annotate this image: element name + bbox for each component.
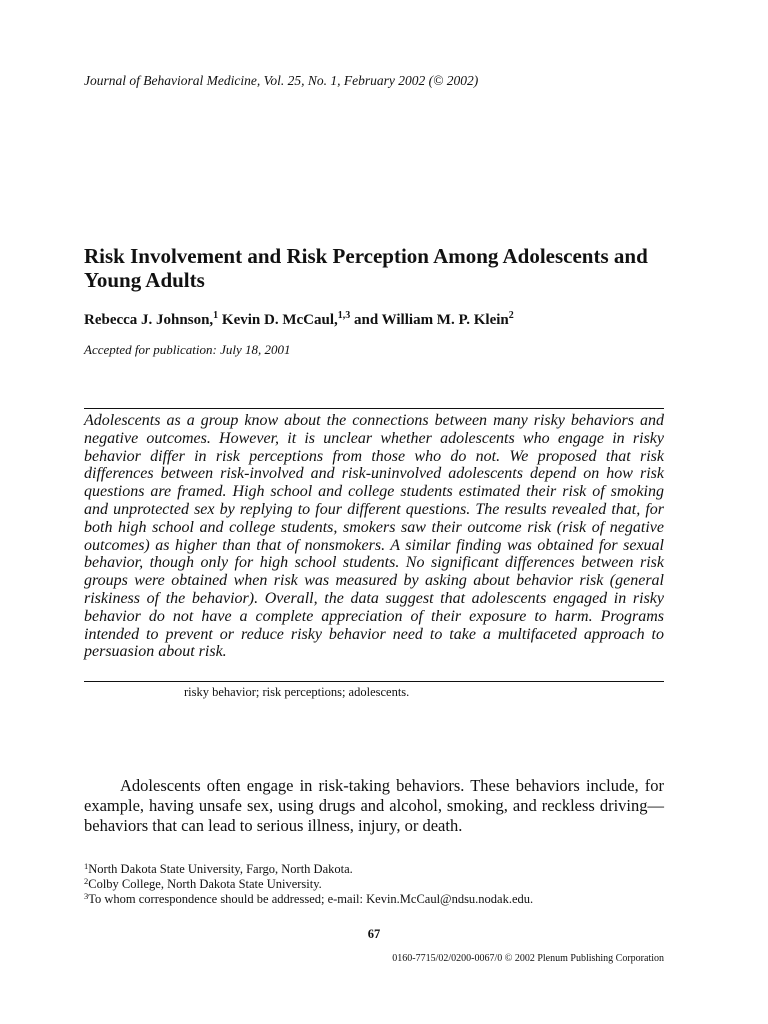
- footnote: [84, 877, 664, 892]
- author-affiliation-mark: 1,3: [337, 310, 351, 321]
- footnote-mark: 1: [84, 861, 89, 871]
- author-list: [84, 312, 514, 329]
- author-name: Kevin D. McCaul,: [221, 312, 338, 328]
- author-name: Rebecca J. Johnson,: [84, 312, 214, 328]
- abstract-text: Adolescents as a group know about the connections between many risky behaviors and negative outcomes. However, it is unclear whether adolescents who engage in risky behavior differ in risk perceptions from those who do not. We proposed that risk differences between risk-involved and risk-uninvolved adolescents depend on how risk questions are framed. High school and college students estimated their risk of smoking and unprotected sex by replying to four different questions. The results revealed that, for both high school and college students, smokers saw their outcome risk (risk of negative outcomes) as higher than that of nonsmokers. A similar finding was obtained for sexual behavior, though only for high school students. No significant differences between risk groups were obtained when risk was measured by asking about behavior risk (general riskiness of the behavior). Overall, the data suggest that adolescents engaged in risky behavior do not have a complete appreciation of their exposure to harm. Programs intended to prevent or reduce risky behavior need to take a multifaceted approach to persuasion about risk.: [84, 412, 664, 661]
- abstract-bottom-rule: [84, 681, 664, 682]
- copyright-line: 0160-7715/02/0200-0067/0 © 2002 Plenum Publishing Corporation: [392, 953, 664, 964]
- footnote-mark: 2: [84, 876, 89, 886]
- author-affiliation-mark: 2: [508, 310, 514, 321]
- page-number: 67: [367, 927, 381, 941]
- footnote: [84, 892, 664, 907]
- article-title: Risk Involvement and Risk Perception Among Adolescents and Young Adults: [84, 244, 648, 292]
- footnote-mark: 3: [84, 891, 89, 901]
- author-name: and William M. P. Klein: [354, 312, 509, 328]
- footnote-text: Colby College, North Dakota State University.: [88, 877, 322, 891]
- footnote: [84, 862, 664, 877]
- journal-citation: Journal of Behavioral Medicine, Vol. 25, No. 1, February 2002 (© 2002): [84, 73, 479, 88]
- footnote-text: North Dakota State University, Fargo, North Dakota.: [88, 862, 353, 876]
- abstract-top-rule: [84, 408, 664, 409]
- keywords: risky behavior; risk perceptions; adolescents.: [184, 685, 410, 699]
- footnote-text: To whom correspondence should be addressed; e-mail: Kevin.McCaul@ndsu.nodak.edu.: [88, 892, 534, 906]
- accepted-date: Accepted for publication: July 18, 2001: [84, 342, 291, 357]
- author-affiliation-mark: 1: [213, 310, 219, 321]
- footnotes: [84, 862, 664, 907]
- body-paragraph: Adolescents often engage in risk-taking behaviors. These behaviors include, for example, having unsafe sex, using drugs and alcohol, smoking, and reckless driving—behaviors that can lead to serious illness, injury, or death.: [84, 776, 664, 835]
